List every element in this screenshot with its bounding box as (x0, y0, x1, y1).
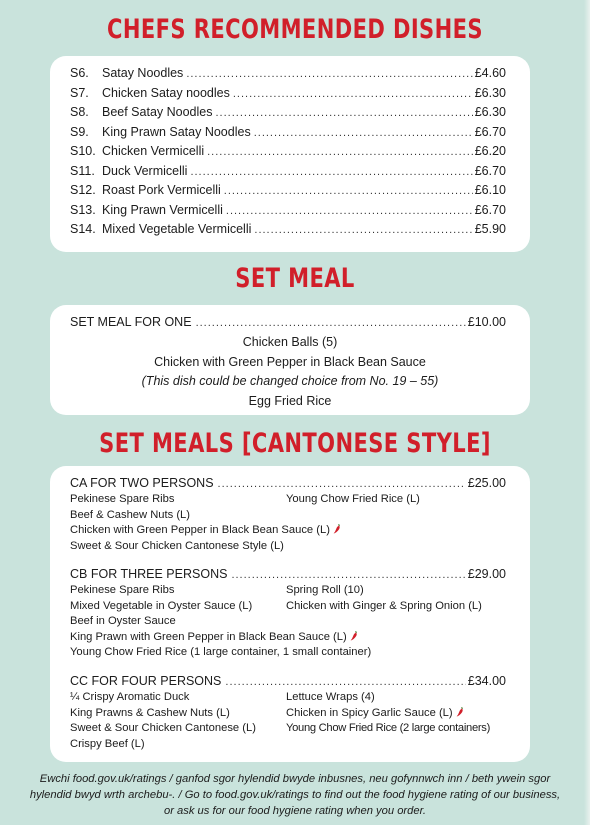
set-ca-price: £25.00 (467, 476, 506, 490)
dish-code: S12. (70, 183, 96, 197)
set-cb-header-row (70, 567, 506, 581)
dish-price: £6.10 (474, 183, 506, 197)
set-meal-price: £10.00 (467, 315, 506, 329)
dish-price: £6.70 (474, 163, 506, 178)
dish-name: Chicken Vermicelli (102, 144, 205, 158)
chili-icon (333, 524, 341, 534)
dish-name: Mixed Vegetable Vermicelli (102, 222, 252, 236)
set-cb-item-spicy (70, 631, 358, 643)
set-meal-note: (This dish could be changed choice from No. 19 – 55) (141, 374, 439, 388)
dot-leader (224, 185, 473, 197)
page-edge (584, 0, 590, 825)
set-meal-header-row (70, 315, 506, 329)
set-meal-title: SET MEAL FOR ONE (70, 315, 192, 329)
cantonese-set-meals-panel (50, 466, 530, 762)
footer-line: or ask us for our food hygiene rating when you order. (163, 805, 427, 817)
dish-name: Beef Satay Noodles (102, 105, 213, 119)
dish-code: S8. (70, 105, 89, 119)
set-meal-heading: SET MEAL (235, 263, 355, 294)
dish-code: S11. (70, 163, 95, 178)
set-ca-item: Pekinese Spare Ribs (70, 493, 175, 505)
chili-icon (456, 707, 464, 717)
dish-price: £4.60 (474, 66, 506, 80)
set-cb-item: Pekinese Spare Ribs (70, 584, 175, 596)
dish-row (70, 144, 506, 163)
dish-code: S14. (70, 222, 96, 236)
cantonese-set-meals-heading: SET MEALS [CANTONESE STYLE] (99, 428, 491, 459)
dot-leader (218, 478, 466, 490)
set-ca-item: Sweet & Sour Chicken Cantonese Style (L) (70, 539, 284, 552)
set-cc-item: Chicken in Spicy Garlic Sauce (L) (286, 706, 453, 719)
dot-leader (254, 224, 472, 236)
footer-line: hylendid bwyd wrth archebu-. / Go to food.gov.uk/ratings to find out the food hygiene rating of our business, (29, 789, 561, 801)
dish-row (70, 203, 506, 222)
set-ca-header-row (70, 476, 506, 490)
dish-row (70, 183, 506, 202)
chefs-dishes-panel (50, 56, 530, 252)
dot-leader (225, 676, 465, 688)
dot-leader (254, 127, 473, 139)
chefs-recommended-heading: CHEFS RECOMMENDED DISHES (107, 14, 483, 45)
set-cb-item: Spring Roll (10) (286, 584, 364, 596)
set-cb-item: King Prawn with Green Pepper in Black Bean Sauce (L) (70, 630, 347, 643)
dish-name: Duck Vermicelli (102, 163, 188, 178)
set-cb-item: Mixed Vegetable in Oyster Sauce (L) (70, 599, 253, 612)
dish-price: £6.20 (474, 144, 506, 158)
set-cb-title: CB FOR THREE PERSONS (70, 567, 228, 581)
dot-leader (233, 88, 473, 100)
dish-row (70, 105, 506, 124)
dish-price: £6.30 (474, 105, 506, 119)
set-cc-item-spicy (286, 707, 464, 719)
dot-leader (216, 107, 473, 119)
dish-row (70, 86, 506, 105)
dish-code: S10. (70, 144, 96, 158)
set-meal-line: Egg Fried Rice (248, 393, 332, 408)
dish-row (70, 66, 506, 85)
set-cc-item: Lettuce Wraps (4) (286, 691, 375, 703)
dish-row (70, 222, 506, 241)
chili-icon (350, 631, 358, 641)
set-meal-line: Chicken Balls (5) (242, 335, 338, 349)
dish-price: £6.70 (474, 124, 506, 139)
dot-leader (186, 68, 472, 80)
set-cc-item: Sweet & Sour Chicken Cantonese (L) (70, 722, 256, 734)
dish-name: King Prawn Vermicelli (102, 202, 223, 217)
dish-code: S9. (70, 124, 89, 139)
food-hygiene-notice (0, 771, 590, 819)
dish-row (70, 164, 506, 183)
set-cc-item: King Prawns & Cashew Nuts (L) (70, 706, 230, 719)
dot-leader (226, 205, 473, 217)
dish-code: S6. (70, 66, 89, 80)
set-ca-item: Young Chow Fried Rice (L) (286, 493, 420, 505)
dish-code: S13. (70, 202, 96, 217)
dot-leader (231, 569, 465, 581)
set-cc-title: CC FOR FOUR PERSONS (70, 674, 222, 688)
set-cb-item: Chicken with Ginger & Spring Onion (L) (286, 599, 482, 612)
set-ca-item: Beef & Cashew Nuts (L) (70, 508, 191, 521)
dish-name: Roast Pork Vermicelli (102, 183, 221, 197)
set-cb-item: Beef in Oyster Sauce (70, 615, 176, 627)
dish-code: S7. (70, 85, 89, 100)
set-meal-panel (50, 305, 530, 415)
set-cb-price: £29.00 (467, 567, 506, 581)
set-cc-item: ¼ Crispy Aromatic Duck (70, 691, 190, 703)
set-ca-item-spicy (70, 524, 341, 536)
dot-leader (207, 146, 473, 158)
dot-leader (196, 317, 466, 329)
set-cc-item: Crispy Beef (L) (70, 737, 145, 750)
set-ca-item: Chicken with Green Pepper in Black Bean Sauce (L) (70, 524, 330, 536)
set-meal-line: Chicken with Green Pepper in Black Bean Sauce (154, 354, 426, 369)
dish-name: Satay Noodles (102, 66, 184, 80)
footer-line: Ewchi food.gov.uk/ratings / ganfod sgor hylendid bwyde inbusnes, neu gofynnwch inn / beth ywein sgor (39, 773, 551, 785)
dot-leader (190, 166, 472, 178)
set-cc-price: £34.00 (467, 674, 506, 688)
set-ca-title: CA FOR TWO PERSONS (70, 476, 214, 490)
set-cc-item: Young Chow Fried Rice (2 large containers) (286, 722, 491, 734)
dish-name: King Prawn Satay Noodles (102, 124, 251, 139)
set-cc-header-row (70, 674, 506, 688)
dish-price: £5.90 (474, 222, 506, 236)
dish-price: £6.70 (474, 202, 506, 217)
set-cb-item: Young Chow Fried Rice (1 large container, 1 small container) (70, 646, 372, 658)
dish-row (70, 125, 506, 144)
dish-name: Chicken Satay noodles (102, 85, 230, 100)
dish-price: £6.30 (474, 85, 506, 100)
